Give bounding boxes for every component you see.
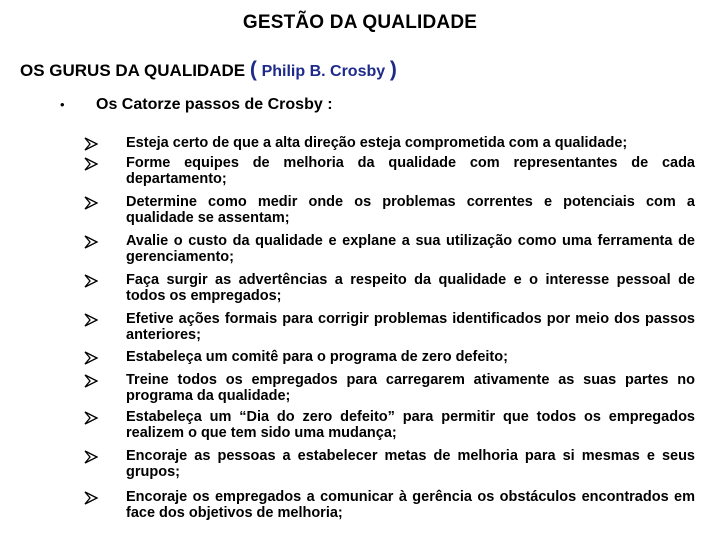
step-text: Encoraje os empregados a comunicar à gerência os obstáculos encontrados em face dos objetivos de melhoria; xyxy=(126,489,695,521)
arrowhead-bullet-icon xyxy=(84,313,98,327)
list-item xyxy=(80,234,695,265)
step-text: Treine todos os empregados para carregarem ativamente as suas partes no programa da qualidade; xyxy=(126,372,695,404)
list-item xyxy=(80,195,695,226)
arrowhead-bullet-icon xyxy=(84,450,98,464)
arrowhead-bullet-icon xyxy=(84,274,98,288)
arrowhead-bullet-icon xyxy=(84,235,98,249)
list-item xyxy=(80,312,695,343)
step-text: Estabeleça um “Dia do zero defeito” para permitir que todos os empregados realizem o que tem sido uma mudança; xyxy=(126,409,695,441)
arrowhead-bullet-icon xyxy=(84,411,98,425)
arrowhead-bullet-icon xyxy=(84,351,98,365)
bullet-heading xyxy=(60,96,333,114)
list-item xyxy=(80,410,695,441)
list-item xyxy=(80,490,695,521)
subtitle-close-paren: ) xyxy=(389,58,397,81)
subtitle-open-paren: ( xyxy=(249,58,257,81)
list-item xyxy=(80,449,695,480)
step-text: Avalie o custo da qualidade e explane a sua utilização como uma ferramenta de gerenciamento; xyxy=(126,233,695,265)
list-item xyxy=(80,136,695,152)
slide-subtitle xyxy=(20,58,397,82)
arrowhead-bullet-icon xyxy=(84,157,98,171)
bullet-heading-text: Os Catorze passos de Crosby : xyxy=(96,96,333,113)
slide-title: GESTÃO DA QUALIDADE xyxy=(242,12,478,33)
step-text: Determine como medir onde os problemas correntes e potenciais com a qualidade se assentam; xyxy=(126,194,695,226)
subtitle-main: OS GURUS DA QUALIDADE xyxy=(20,61,246,80)
step-text: Forme equipes de melhoria da qualidade com representantes de cada departamento; xyxy=(126,155,695,187)
arrowhead-bullet-icon xyxy=(84,374,98,388)
step-text: Encoraje as pessoas a estabelecer metas de melhoria para si mesmas e seus grupos; xyxy=(126,448,695,480)
arrowhead-bullet-icon xyxy=(84,196,98,210)
step-text: Esteja certo de que a alta direção esteja comprometida com a qualidade; xyxy=(126,135,628,151)
step-text: Estabeleça um comitê para o programa de zero defeito; xyxy=(126,349,508,365)
list-item xyxy=(80,273,695,304)
list-item xyxy=(80,373,695,404)
subtitle-author-name: Philip B. Crosby xyxy=(261,63,386,80)
list-item xyxy=(80,350,695,366)
step-text: Efetive ações formais para corrigir problemas identificados por meio dos passos anteriores; xyxy=(126,311,695,343)
arrowhead-bullet-icon xyxy=(84,137,98,151)
list-item xyxy=(80,156,695,187)
bullet-dot-icon: • xyxy=(60,97,65,112)
step-text: Faça surgir as advertências a respeito da qualidade e o interesse pessoal de todos os empregados; xyxy=(126,272,695,304)
arrowhead-bullet-icon xyxy=(84,491,98,505)
